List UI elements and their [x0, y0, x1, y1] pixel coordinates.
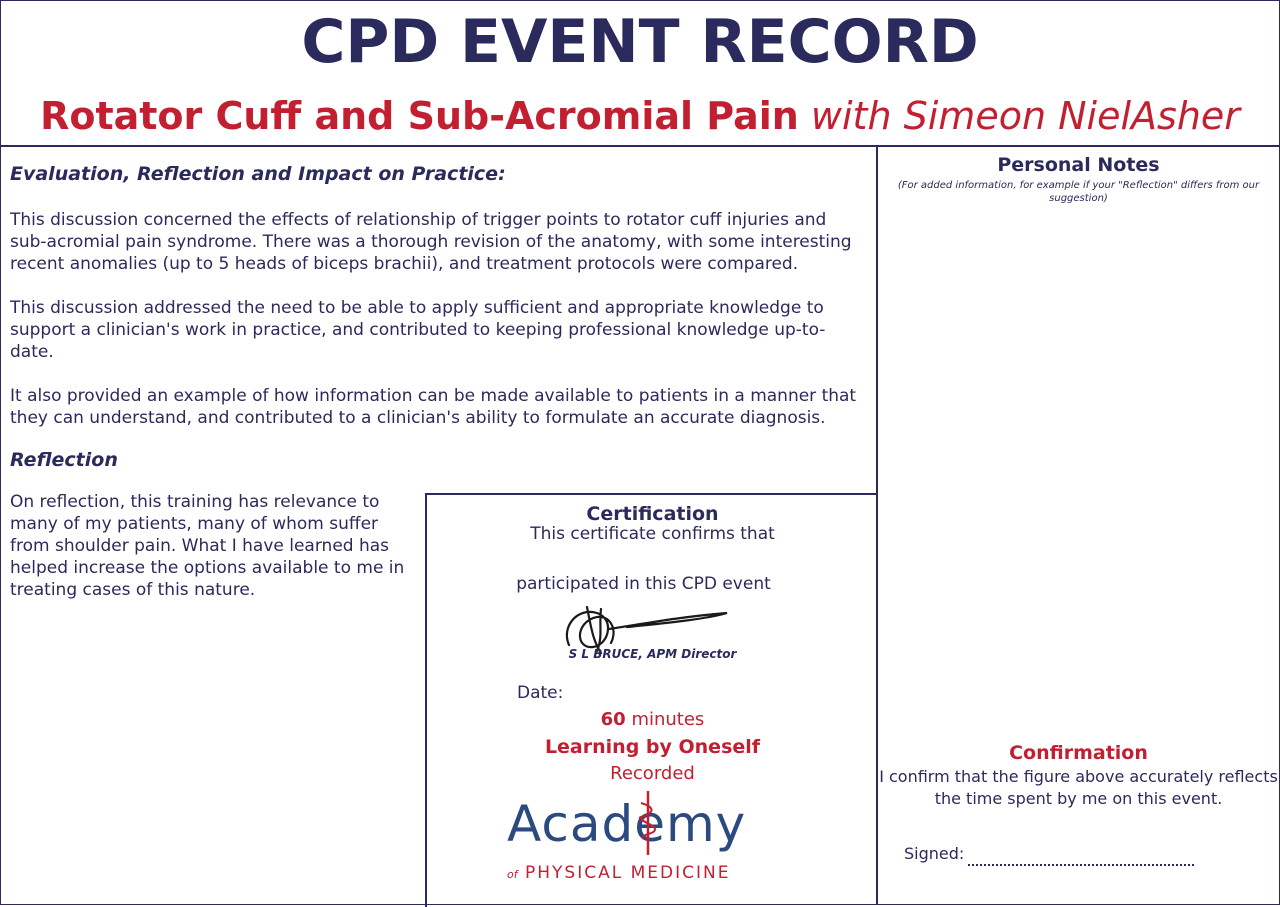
presenter: with Simeon NielAsher — [810, 94, 1240, 138]
caduceus-icon — [637, 789, 659, 857]
event-subtitle — [1, 94, 1279, 138]
personal-notes-title: Personal Notes — [997, 154, 1160, 176]
date-label: Date: — [517, 683, 564, 703]
page-title: CPD EVENT RECORD — [301, 7, 979, 77]
academy-logo — [507, 795, 797, 895]
evaluation-paragraph-3: It also provided an example of how information can be made available to patients in a manner that they can understand, and contributed to a clinician's ability to formulate an accurate diagnosis. — [10, 386, 857, 428]
personal-notes-hint: (For added information, for example if your "Reflection" differs from our suggestion) — [897, 180, 1260, 204]
logo-subtitle — [507, 863, 730, 883]
personal-notes-panel — [878, 146, 1279, 905]
participation-line: participated in this CPD event — [516, 574, 771, 594]
signatory-name: S L BRUCE, APM Director — [568, 647, 737, 661]
logo-of: of — [507, 868, 518, 881]
certification-title: Certification — [586, 503, 719, 525]
header — [1, 1, 1279, 147]
duration-value: 60 — [600, 709, 626, 730]
signature-field[interactable] — [968, 864, 1194, 866]
duration-unit: minutes — [631, 709, 705, 730]
confirmation-title: Confirmation — [1009, 742, 1148, 764]
evaluation-heading: Evaluation, Reflection and Impact on Practice: — [10, 163, 506, 185]
logo-subtitle-text: PHYSICAL MEDICINE — [525, 863, 731, 883]
confirmation-text: I confirm that the figure above accurately reflects the time spent by me on this event. — [879, 767, 1278, 808]
evaluation-paragraph-1: This discussion concerned the effects of relationship of trigger points to rotator cuff injuries and sub-acromial pain syndrome. There was a thorough revision of the anatomy, with some interesting recent anomalies (up to 5 heads of biceps brachii), and treatment protocols were compared. — [10, 210, 852, 274]
event-title: Rotator Cuff and Sub-Acromial Pain — [40, 94, 799, 138]
logo-wordmark: Academy — [507, 795, 747, 853]
reflection-text: On reflection, this training has relevance to many of my patients, many of whom suffer from shoulder pain. What I have learned has helped increase the options available to me in treating cases of this nature. — [10, 492, 405, 600]
signed-label: Signed: — [904, 844, 965, 863]
certification-confirms: This certificate confirms that — [530, 524, 775, 544]
certification-box — [425, 493, 878, 907]
reflection-heading: Reflection — [10, 449, 118, 471]
learning-type: Learning by Oneself — [544, 736, 761, 758]
duration — [427, 709, 878, 730]
evaluation-paragraph-2: This discussion addressed the need to be able to apply sufficient and appropriate knowledge to support a clinician's work in practice, and contributed to keeping professional knowledge up-to-date. — [10, 298, 826, 362]
recorded-label: Recorded — [610, 763, 695, 784]
